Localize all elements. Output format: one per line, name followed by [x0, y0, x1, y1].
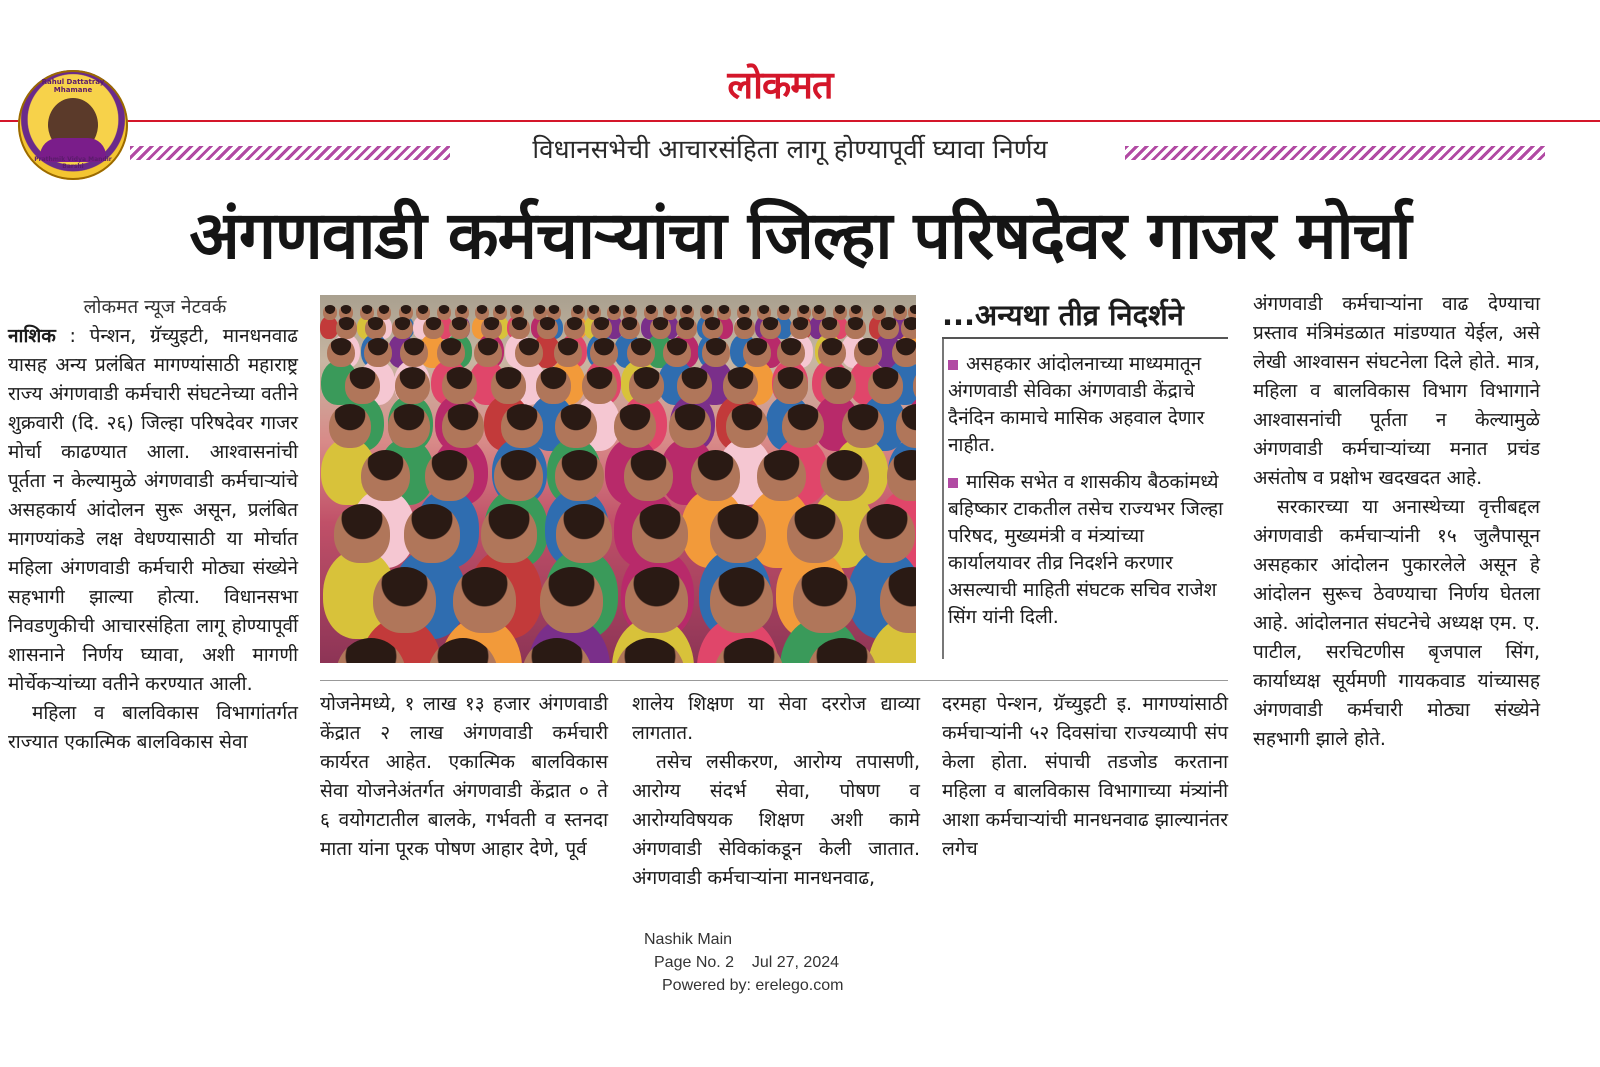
crowd-face — [395, 367, 430, 404]
crowd-face — [757, 450, 806, 501]
bullet-square-icon — [948, 360, 958, 370]
masthead-rule — [0, 120, 1600, 122]
crowd-face — [364, 338, 392, 367]
crowd-face — [590, 338, 618, 367]
headline: अंगणवाडी कर्मचाऱ्यांचा जिल्हा परिषदेवर गाजर मोर्चा — [189, 197, 1411, 274]
crowd-face — [481, 504, 537, 563]
crowd-face — [536, 367, 571, 404]
crowd-face — [650, 317, 671, 339]
crowd-face — [663, 338, 691, 367]
crowd-face — [388, 404, 430, 448]
sidebar-item — [948, 351, 1224, 459]
article-column-4 — [942, 690, 1228, 864]
crowd-face — [702, 338, 730, 367]
column-3-para-1: शालेय शिक्षण या सेवा दररोज द्याव्या लागतात. — [632, 693, 920, 744]
crowd-face — [619, 317, 640, 339]
crowd-face — [607, 305, 621, 320]
crowd-face — [554, 338, 582, 367]
crowd-face — [442, 404, 484, 448]
article-column-3 — [632, 690, 920, 893]
crowd-face — [423, 317, 444, 339]
crowd-face — [717, 305, 731, 320]
sidebar-item-text: मासिक सभेत व शासकीय बैठकांमध्ये बहिष्कार टाकतील तसेच राज्यभर जिल्हा परिषद, मुख्यमंत्री व मंत्र्यांच्या कार्यालयावर तीव्र निदर्शने करणार असल्याची माहिती संघटक सचिव राजेश सिंग यांनी दिली. — [948, 471, 1224, 628]
crowd-face — [404, 504, 460, 563]
crowd-face — [892, 338, 916, 367]
footer-edition: Nashik Main — [644, 931, 733, 948]
crowd-face — [820, 450, 869, 501]
crowd-face — [437, 338, 465, 367]
sidebar-item — [948, 469, 1224, 631]
crowd-face — [773, 367, 808, 404]
crowd-face — [793, 567, 856, 633]
crowd-face — [878, 317, 899, 339]
sidebar-vertical-rule — [942, 339, 944, 659]
crowd-face — [555, 404, 597, 448]
crowd-face — [868, 367, 903, 404]
crowd-face — [845, 317, 866, 339]
crowd-face — [818, 338, 846, 367]
crowd-face — [901, 317, 916, 339]
crowd-face — [787, 504, 843, 563]
crowd-face — [614, 404, 656, 448]
crowd-face — [501, 404, 543, 448]
crowd-face — [710, 504, 766, 563]
byline: लोकमत न्यूज नेटवर्क — [83, 296, 227, 318]
kicker-hatch-right — [1125, 146, 1545, 160]
crowd-face — [425, 450, 474, 501]
crowd-face — [734, 317, 755, 339]
crowd-face — [474, 338, 502, 367]
crowd-face — [540, 567, 603, 633]
column-2-text: योजनेमध्ये, १ लाख १३ हजार अंगणवाडी केंद्रात २ लाख अंगणवाडी कर्मचारी कार्यरत आहेत. एकात्मिक बालविकास सेवा योजनेअंतर्गत अंगणवाडी केंद्रात ० ते ६ वयोगटातील बालके, गर्भवती व स्तनदा माता यांना पूरक पोषण आहार देणे, पूर्व — [320, 693, 608, 860]
crowd-face — [373, 567, 436, 633]
kicker-text: विधानसभेची आचारसंहिता लागू होण्यापूर्वी घ्यावा निर्णय — [532, 135, 1048, 165]
crowd-face — [361, 450, 410, 501]
rally-photo — [320, 295, 916, 663]
crowd-face — [859, 504, 915, 563]
crowd-face — [743, 338, 771, 367]
column-3-para-2: तसेच लसीकरण, आरोग्य तपासणी, आरोग्य संदर्भ सेवा, पोषण व आरोग्यविषयक शिक्षण अशी कामे अंगणवाडी सेविकांकडून केली जातात. अंगणवाडी कर्मचाऱ्यांना मानधनवाढ, — [632, 751, 920, 889]
crowd-face — [591, 317, 612, 339]
crowd-face — [627, 338, 655, 367]
crowd-face — [669, 404, 711, 448]
crowd-face — [400, 338, 428, 367]
crowd-face — [854, 338, 882, 367]
article-column-5 — [1253, 290, 1540, 754]
crowd-face — [449, 317, 470, 339]
column-1-para-1: नाशिक : पेन्शन, ग्रॅच्युइटी, मानधनवाढ यासह अन्य प्रलंबित मागण्यांसाठी महाराष्ट्र राज्य अंगणवाडी कर्मचारी संघटनेच्या वतीने शुक्रवारी (दि. २६) जिल्हा परिषदेवर गाजर मोर्चा काढण्यात आला. आश्वासनांची पूर्तता न केल्यामुळे अंगणवाडी कर्मचाऱ्यांचे असहकार्य आंदोलन सुरू असून, प्रलंबित मागण्यांकडे लक्ष वेधण्यासाठी या मोर्चात महिला अंगणवाडी कर्मचारी मोठ्या संख्येने सहभागी झाल्या होत्या. विधानसभा निवडणुकीची आचारसंहिता लागू होण्यापूर्वी शासनाने निर्णय घ्यावा, अशी मागणी मोर्चेकऱ्यांच्या वतीने करण्यात आली. — [8, 325, 298, 695]
crowd-face — [726, 404, 768, 448]
crowd-face — [509, 317, 530, 339]
crowd-face — [629, 367, 664, 404]
crowd-face — [334, 504, 390, 563]
crowd-face — [481, 317, 502, 339]
sidebar-rule — [942, 337, 1228, 339]
crowd-face — [819, 317, 840, 339]
crowd-face — [702, 317, 723, 339]
crowd-face — [777, 305, 791, 320]
article-column-1 — [8, 322, 298, 757]
sidebar-title: ...अन्यथा तीव्र निदर्शने — [942, 298, 1184, 332]
crowd-face — [676, 317, 697, 339]
column-5-para-2: सरकारच्या या अनास्थेच्या वृत्तीबद्दल अंगणवाडी कर्मचाऱ्यांनी १५ जुलैपासून असहकार आंदोलन पुकारलेले असून हे आंदोलन सुरूच ठेवण्याचा निर्णय घेतला आहे. आंदोलनात संघटनेचे अध्यक्ष एम. ए. पाटील, सरचिटणीस बृजपाल सिंग, कार्याध्यक्ष सूर्यमणी गायकवाड यांच्यासह अंगणवाडी कर्मचारी मोठ्या संख्येने सहभागी झाले होते. — [1253, 496, 1540, 750]
crowd-face — [494, 450, 543, 501]
crowd-face — [625, 567, 688, 633]
page-footer — [600, 928, 930, 997]
crowd-face — [691, 450, 740, 501]
crowd-face — [632, 504, 688, 563]
crowd-face — [760, 317, 781, 339]
badge-school: Prathmik Vidya Mandir Barshi — [34, 156, 112, 170]
crowd-face — [442, 367, 477, 404]
crowd-face — [582, 367, 617, 404]
crowd-face — [842, 404, 884, 448]
column-1-lead: पेन्शन, ग्रॅच्युइटी, मानधनवाढ यासह अन्य प्रलंबित मागण्यांसाठी महाराष्ट्र राज्य अंगणवाडी कर्मचारी संघटनेच्या वतीने शुक्रवारी (दि. २६) जिल्हा परिषदेवर गाजर मोर्चा काढण्यात आला. आश्वासनांची पूर्तता न केल्यामुळे अंगणवाडी कर्मचाऱ्यांचे असहकार्य आंदोलन सुरू असून, प्रलंबित मागण्यांकडे लक्ष वेधण्यासाठी या मोर्चात महिला अंगणवाडी कर्मचारी मोठ्या संख्येने सहभागी झाल्या होत्या. विधानसभा निवडणुकीची आचारसंहिता लागू होण्यापूर्वी शासनाने निर्णय घ्यावा, अशी मागणी मोर्चेकऱ्यांच्या वतीने करण्यात आली. — [8, 325, 298, 695]
crowd-face — [723, 367, 758, 404]
crowd-face — [777, 338, 805, 367]
crowd-face — [564, 317, 585, 339]
crowd-face — [491, 367, 526, 404]
kicker-hatch-left — [130, 146, 450, 160]
crowd-face — [437, 305, 451, 320]
crowd-face — [323, 305, 337, 320]
crowd-face — [453, 567, 516, 633]
crowd-face — [392, 317, 413, 339]
crowd-face — [515, 338, 543, 367]
sidebar-item-text: असहकार आंदोलनाच्या माध्यमातून अंगणवाडी सेविका अंगणवाडी केंद्राचे दैनंदिन कामाचे मासिक अहवाल देणार नाहीत. — [948, 353, 1205, 456]
footer-powered-by: Powered by: erelego.com — [662, 977, 844, 994]
crowd-face — [329, 404, 371, 448]
crowd-face — [790, 317, 811, 339]
newspaper-masthead: लोकमत — [727, 62, 833, 107]
crowd-face — [365, 317, 386, 339]
article-column-2 — [320, 690, 608, 864]
column-5-para-1: अंगणवाडी कर्मचाऱ्यांना वाढ देण्याचा प्रस्ताव मंत्रिमंडळात मांडण्यात येईल, असे लेखी आश्वासन संघटनेला दिले होते. मात्र, महिला व बालविकास विभाग विभागाने आश्वासनांची पूर्तता न केल्यामुळे अंगणवाडी कर्मचाऱ्यांच्या मनात प्रचंड असंतोष व प्रक्षोभ खदखदत आहे. — [1253, 293, 1540, 489]
section-divider — [320, 680, 1228, 681]
bullet-square-icon — [948, 478, 958, 488]
crowd-face — [677, 367, 712, 404]
crowd-face — [556, 504, 612, 563]
crowd-face — [327, 338, 355, 367]
crowd-face — [336, 317, 357, 339]
badge-name: Rahul Dattatray Mhamane — [41, 78, 105, 94]
sidebar-box — [942, 295, 1228, 661]
crowd-face — [833, 305, 847, 320]
crowd-face — [821, 367, 856, 404]
column-4-text: दरमहा पेन्शन, ग्रॅच्युइटी इ. मागण्यांसाठी कर्मचाऱ्यांनी ५२ दिवसांचा राज्यव्यापी संप केला होता. संपाची तडजोड करताना महिला व बालविकास विभागाच्या मंत्र्यांनी आशा कर्मचाऱ्यांची मानधनवाढ झाल्यानंतर लगेच — [942, 693, 1228, 860]
footer-page-date: Page No. 2 Jul 27, 2024 — [654, 954, 840, 971]
crowd-face — [537, 317, 558, 339]
crowd-face — [624, 450, 673, 501]
profile-badge-logo — [18, 70, 128, 180]
crowd-face — [710, 567, 773, 633]
crowd-face — [345, 367, 380, 404]
crowd-face — [782, 404, 824, 448]
column-1-para-2: महिला व बालविकास विभागांतर्गत राज्यात एकात्मिक बालविकास सेवा — [8, 702, 298, 753]
dateline-place: नाशिक — [8, 325, 56, 347]
crowd-face — [555, 450, 604, 501]
crowd-face — [893, 305, 907, 320]
